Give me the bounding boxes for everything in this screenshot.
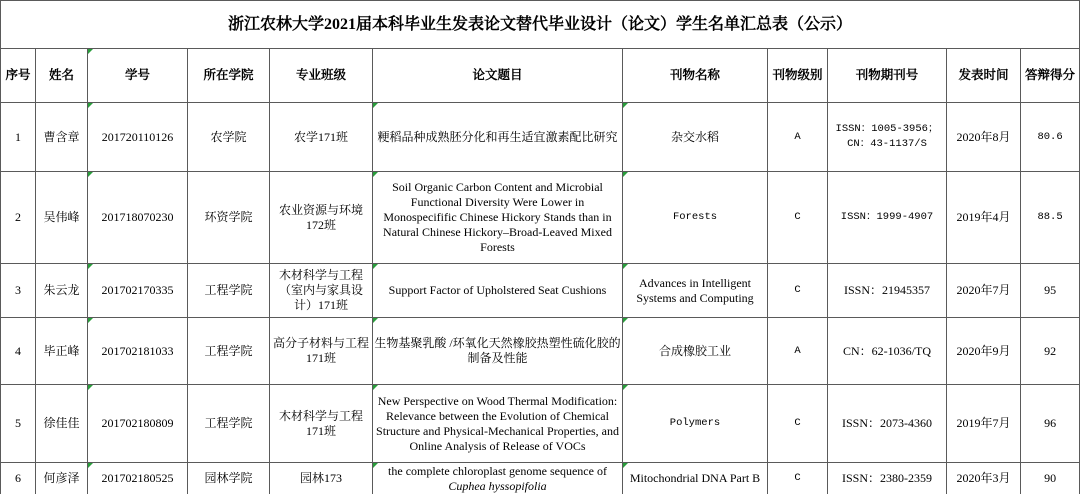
column-header-major-class: 专业班级 [270, 49, 373, 103]
cell-index: 4 [1, 318, 36, 385]
cell-index: 5 [1, 385, 36, 463]
cell-student-id: 201718070230 [88, 172, 188, 264]
cell-defense-score: 80.6 [1021, 103, 1080, 172]
cell-student-id: 201702181033 [88, 318, 188, 385]
cell-name: 徐佳佳 [36, 385, 88, 463]
cell-student-id: 201702170335 [88, 264, 188, 318]
header-row [1, 49, 1080, 103]
cell-major-class: 园林173 [270, 463, 373, 494]
cell-major-class: 农业资源与环境172班 [270, 172, 373, 264]
title-row [1, 1, 1080, 49]
cell-journal-level: C [768, 172, 828, 264]
column-header-defense-score: 答辩得分 [1021, 49, 1080, 103]
cell-journal-name: Polymers [623, 385, 768, 463]
cell-college: 工程学院 [188, 385, 270, 463]
column-header-journal-issn: 刊物期刊号 [828, 49, 947, 103]
cell-index: 1 [1, 103, 36, 172]
cell-publish-date: 2020年8月 [947, 103, 1021, 172]
cell-major-class: 木材科学与工程（室内与家具设计）171班 [270, 264, 373, 318]
cell-publish-date: 2020年3月 [947, 463, 1021, 494]
thesis-title-species: Cuphea hyssopifolia [448, 478, 547, 493]
cell-name: 吴伟峰 [36, 172, 88, 264]
table-row [1, 318, 1080, 385]
cell-name: 曹含章 [36, 103, 88, 172]
cell-college: 园林学院 [188, 463, 270, 494]
cell-college: 环资学院 [188, 172, 270, 264]
cell-thesis-title: Soil Organic Carbon Content and Microbial Functional Diversity Were Lower in Monospecifific Chinese Hickory Stands than in Natural Chinese Hickory–Broad-Leaved Mixed Forests [373, 172, 623, 264]
cell-index: 3 [1, 264, 36, 318]
cell-journal-level: A [768, 103, 828, 172]
cell-journal-issn: ISSN：21945357 [828, 264, 947, 318]
cell-thesis-title: New Perspective on Wood Thermal Modification: Relevance between the Evolution of Chemical Structure and Physical-Mechanical Properties, and Online Analysis of Release of VOCs [373, 385, 623, 463]
cell-defense-score: 96 [1021, 385, 1080, 463]
cell-journal-name: Forests [623, 172, 768, 264]
column-header-publish-date: 发表时间 [947, 49, 1021, 103]
cell-journal-name: Mitochondrial DNA Part B [623, 463, 768, 494]
cell-student-id: 201720110126 [88, 103, 188, 172]
cell-student-id: 201702180525 [88, 463, 188, 494]
cell-journal-issn: ISSN：2073-4360 [828, 385, 947, 463]
table-row [1, 103, 1080, 172]
cell-publish-date: 2020年7月 [947, 264, 1021, 318]
cell-journal-level: C [768, 463, 828, 494]
column-header-index: 序号 [1, 49, 36, 103]
cell-publish-date: 2019年4月 [947, 172, 1021, 264]
cell-journal-level: C [768, 385, 828, 463]
table-row [1, 172, 1080, 264]
cell-journal-issn: ISSN：2380-2359 [828, 463, 947, 494]
cell-publish-date: 2020年9月 [947, 318, 1021, 385]
cell-journal-name: 杂交水稻 [623, 103, 768, 172]
table-row [1, 264, 1080, 318]
table-row [1, 385, 1080, 463]
cell-thesis-title: 粳稻品种成熟胚分化和再生适宜激素配比研究 [373, 103, 623, 172]
cell-index: 2 [1, 172, 36, 264]
thesis-title-text: the complete chloroplast genome sequence of [388, 463, 607, 478]
column-header-college: 所在学院 [188, 49, 270, 103]
cell-journal-issn: ISSN：1005-3956；CN：43-1137/S [828, 103, 947, 172]
column-header-thesis-title: 论文题目 [373, 49, 623, 103]
column-header-name: 姓名 [36, 49, 88, 103]
cell-name: 朱云龙 [36, 264, 88, 318]
cell-thesis-title: Support Factor of Upholstered Seat Cushions [373, 264, 623, 318]
column-header-student-id: 学号 [88, 49, 188, 103]
cell-defense-score: 95 [1021, 264, 1080, 318]
cell-defense-score: 90 [1021, 463, 1080, 494]
cell-major-class: 农学171班 [270, 103, 373, 172]
cell-journal-issn: CN：62-1036/TQ [828, 318, 947, 385]
cell-journal-level: A [768, 318, 828, 385]
cell-journal-name: 合成橡胶工业 [623, 318, 768, 385]
table-title: 浙江农林大学2021届本科毕业生发表论文替代毕业设计（论文）学生名单汇总表（公示） [1, 1, 1080, 49]
cell-college: 工程学院 [188, 264, 270, 318]
cell-index: 6 [1, 463, 36, 494]
cell-publish-date: 2019年7月 [947, 385, 1021, 463]
cell-major-class: 高分子材料与工程171班 [270, 318, 373, 385]
column-header-journal-name: 刊物名称 [623, 49, 768, 103]
cell-thesis-title [373, 463, 623, 494]
cell-journal-issn: ISSN：1999-4907 [828, 172, 947, 264]
cell-defense-score: 92 [1021, 318, 1080, 385]
cell-name: 毕正峰 [36, 318, 88, 385]
cell-college: 农学院 [188, 103, 270, 172]
cell-student-id: 201702180809 [88, 385, 188, 463]
cell-thesis-title: 生物基聚乳酸 /环氧化天然橡胶热塑性硫化胶的制备及性能 [373, 318, 623, 385]
cell-defense-score: 88.5 [1021, 172, 1080, 264]
cell-college: 工程学院 [188, 318, 270, 385]
cell-name: 何彦泽 [36, 463, 88, 494]
cell-journal-level: C [768, 264, 828, 318]
column-header-journal-level: 刊物级别 [768, 49, 828, 103]
cell-major-class: 木材科学与工程171班 [270, 385, 373, 463]
table-row [1, 463, 1080, 494]
cell-journal-name: Advances in Intelligent Systems and Computing [623, 264, 768, 318]
